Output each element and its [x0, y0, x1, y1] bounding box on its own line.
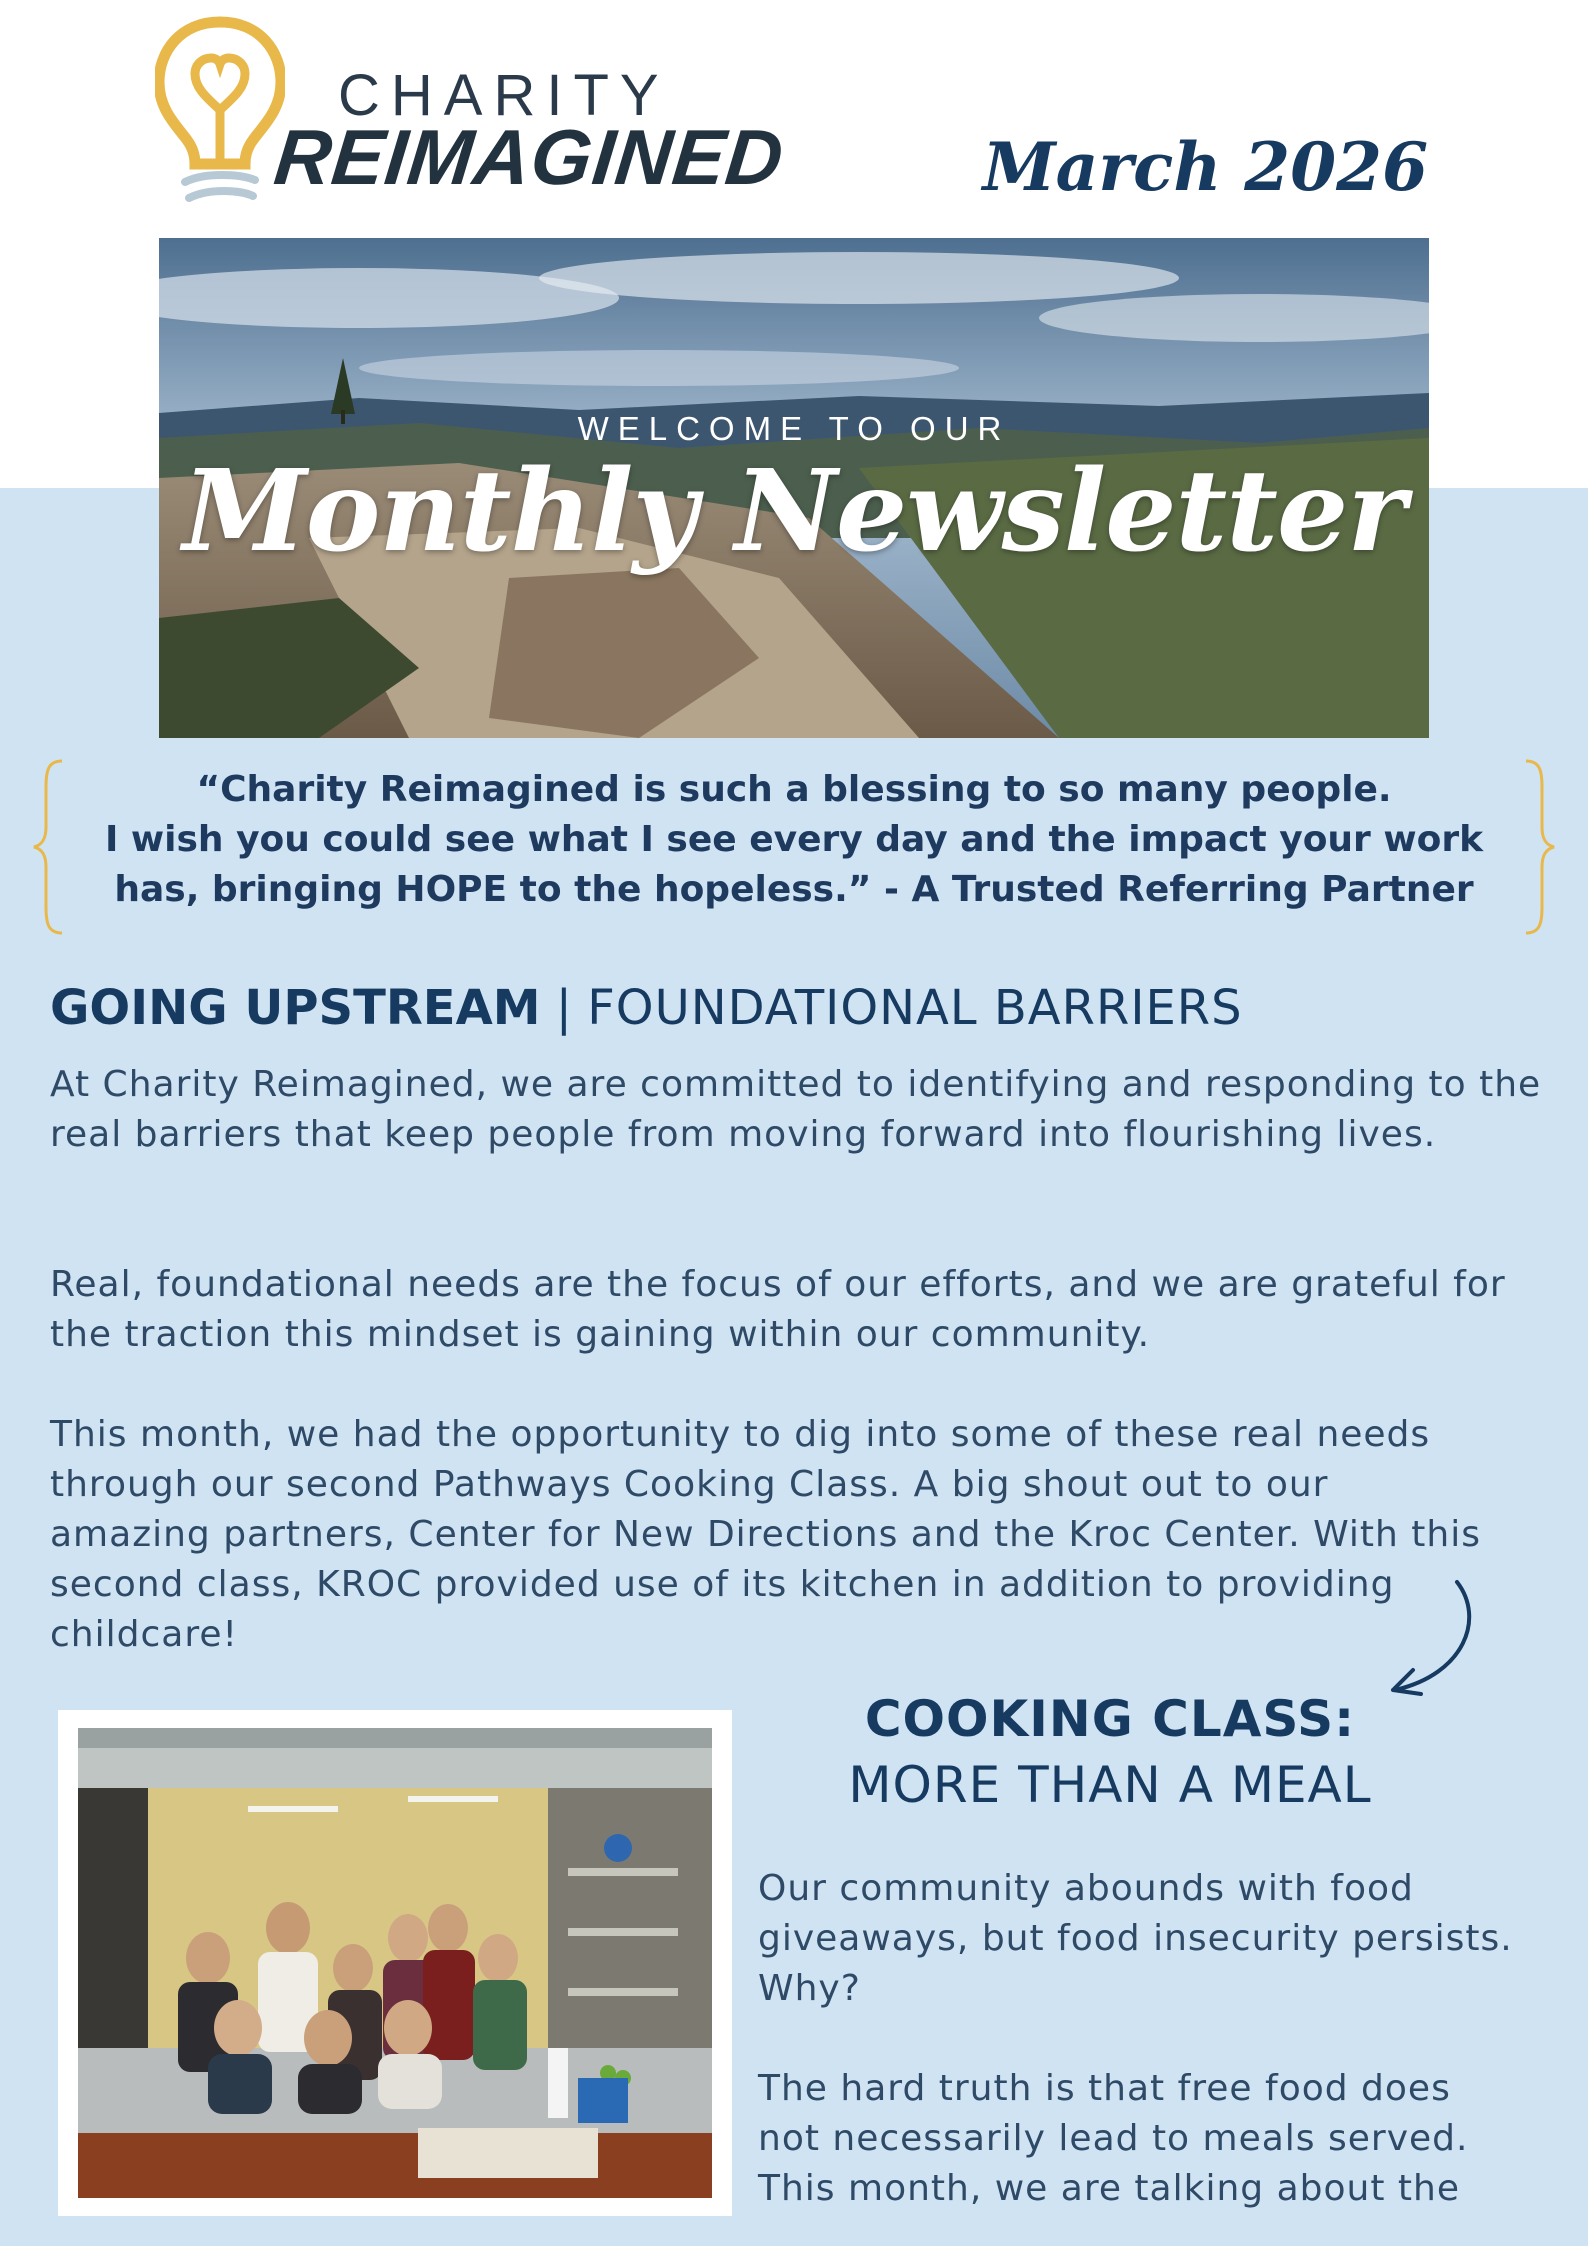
charity-reimagined-logo[interactable]	[155, 14, 789, 214]
quote-text	[70, 765, 1518, 915]
issue-date: March 2026	[982, 128, 1428, 206]
quote-line: has, bringing HOPE to the hopeless.” - A Trusted Referring Partner	[114, 869, 1474, 910]
photo-frame	[58, 1710, 732, 2216]
quote-line: “Charity Reimagined is such a blessing to so many people.	[196, 769, 1392, 810]
lightbulb-heart-icon	[155, 14, 285, 214]
hero-title: Monthly Newsletter	[182, 446, 1406, 577]
right-brace-icon	[1518, 757, 1558, 937]
logo-text-reimagined: REIMAGINED	[270, 113, 789, 201]
cooking-class-photo	[78, 1728, 712, 2198]
hero-banner	[159, 238, 1429, 738]
cooking-class-title: COOKING CLASS:	[864, 1690, 1356, 1748]
logo-text-charity: CHARITY	[338, 63, 670, 128]
section-heading-separator: |	[555, 980, 572, 1036]
body-paragraph: Real, foundational needs are the focus of our efforts, and we are grateful for the traction this mindset is gaining within our community.	[50, 1264, 1506, 1355]
testimonial-quote	[30, 757, 1558, 937]
curved-arrow-icon	[1385, 1578, 1485, 1703]
cooking-class-paragraph: Our community abounds with food giveaways, but food insecurity persists. Why?	[758, 1868, 1513, 2009]
section-heading-strong: GOING UPSTREAM	[50, 980, 541, 1036]
hero-kicker: WELCOME TO OUR	[577, 410, 1011, 447]
body-paragraph: At Charity Reimagined, we are committed to identifying and responding to the real barriers that keep people from moving forward into flourishing lives.	[50, 1064, 1542, 1155]
section-heading-light: FOUNDATIONAL BARRIERS	[587, 980, 1243, 1036]
group-kitchen-photo	[78, 1728, 712, 2198]
cooking-class-paragraph: The hard truth is that free food does not necessarily lead to meals served. This month, we are talking about the	[758, 2068, 1469, 2209]
body-paragraph: This month, we had the opportunity to dig into some of these real needs through our second Pathways Cooking Class. A big shout out to our amazing partners, Center for New Directions and the Kroc Center. With this second class, KROC provided use of its kitchen in addition to providing childcare!	[50, 1414, 1481, 1655]
quote-line: I wish you could see what I see every day and the impact your work	[104, 819, 1484, 860]
section-heading	[50, 980, 1243, 1036]
cooking-class-subtitle: MORE THAN A MEAL	[848, 1756, 1372, 1814]
left-brace-icon	[30, 757, 70, 937]
